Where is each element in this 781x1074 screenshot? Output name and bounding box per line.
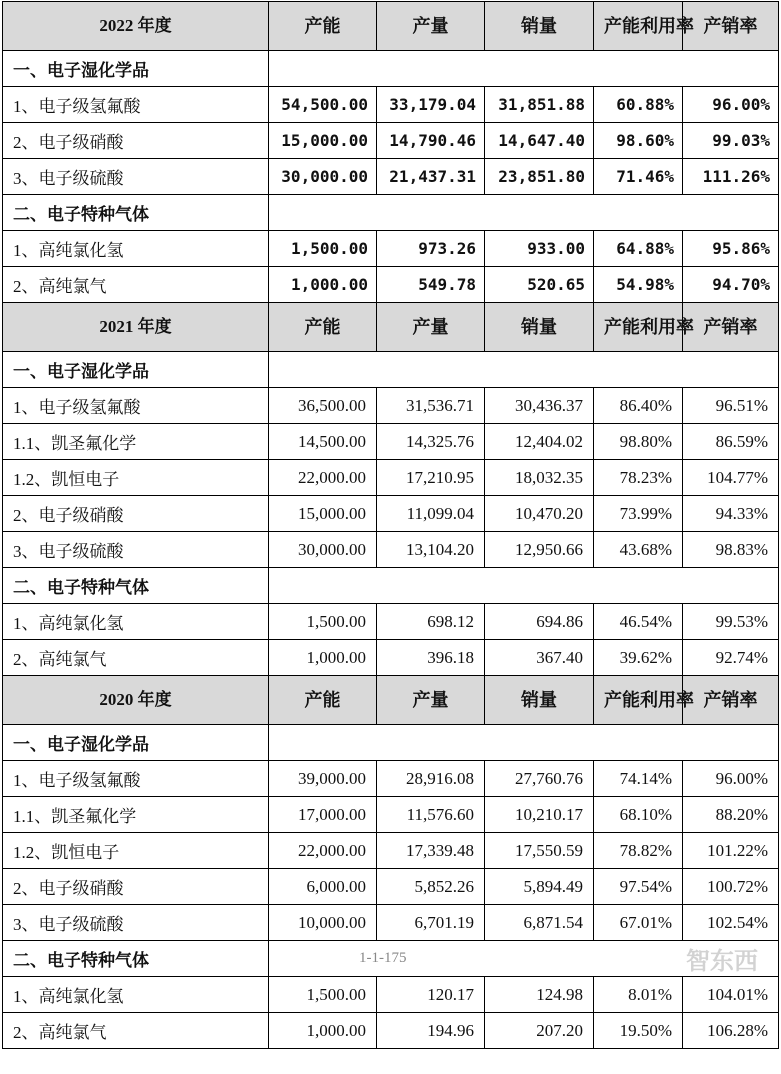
page-footer-marks — [279, 941, 768, 976]
column-header: 产能利用率 — [594, 2, 683, 51]
table-row — [3, 424, 779, 460]
value-cell: 64.88% — [594, 231, 683, 267]
value-cell: 54.98% — [594, 267, 683, 303]
value-cell: 95.86% — [683, 231, 779, 267]
table-row — [3, 460, 779, 496]
value-cell: 27,760.76 — [485, 761, 594, 797]
value-cell: 100.72% — [683, 869, 779, 905]
value-cell: 17,550.59 — [485, 833, 594, 869]
section-label: 一、电子湿化学品 — [3, 352, 269, 388]
value-cell: 10,000.00 — [269, 905, 377, 941]
table-row — [3, 833, 779, 869]
product-label: 2、电子级硝酸 — [3, 869, 269, 905]
value-cell: 1,500.00 — [269, 231, 377, 267]
product-label: 1、高纯氯化氢 — [3, 604, 269, 640]
value-cell: 46.54% — [594, 604, 683, 640]
year-header-row — [3, 676, 779, 725]
year-label: 2022 年度 — [3, 2, 269, 51]
column-header: 产量 — [377, 676, 485, 725]
value-cell: 43.68% — [594, 532, 683, 568]
value-cell: 6,701.19 — [377, 905, 485, 941]
table-row — [3, 267, 779, 303]
value-cell: 15,000.00 — [269, 123, 377, 159]
value-cell: 18,032.35 — [485, 460, 594, 496]
product-label: 2、电子级硝酸 — [3, 496, 269, 532]
value-cell: 98.80% — [594, 424, 683, 460]
value-cell: 11,576.60 — [377, 797, 485, 833]
table-row — [3, 761, 779, 797]
value-cell: 33,179.04 — [377, 87, 485, 123]
table-row — [3, 905, 779, 941]
value-cell: 367.40 — [485, 640, 594, 676]
section-label: 二、电子特种气体 — [3, 941, 269, 977]
table-row — [3, 604, 779, 640]
watermark-logo: 智东西 — [686, 947, 758, 975]
value-cell: 13,104.20 — [377, 532, 485, 568]
empty-cell — [269, 568, 779, 604]
value-cell: 194.96 — [377, 1013, 485, 1049]
column-header: 产销率 — [683, 303, 779, 352]
value-cell: 1,000.00 — [269, 267, 377, 303]
value-cell: 6,000.00 — [269, 869, 377, 905]
value-cell: 1,000.00 — [269, 1013, 377, 1049]
product-label: 1、高纯氯化氢 — [3, 231, 269, 267]
value-cell: 102.54% — [683, 905, 779, 941]
product-label: 2、高纯氯气 — [3, 267, 269, 303]
value-cell: 12,950.66 — [485, 532, 594, 568]
product-label: 1.2、凯恒电子 — [3, 833, 269, 869]
value-cell: 19.50% — [594, 1013, 683, 1049]
section-row — [3, 941, 779, 977]
value-cell: 14,325.76 — [377, 424, 485, 460]
value-cell: 22,000.00 — [269, 833, 377, 869]
section-label: 一、电子湿化学品 — [3, 51, 269, 87]
value-cell: 973.26 — [377, 231, 485, 267]
value-cell: 1,000.00 — [269, 640, 377, 676]
value-cell: 94.33% — [683, 496, 779, 532]
section-row — [3, 51, 779, 87]
column-header: 产能 — [269, 303, 377, 352]
product-label: 1、高纯氯化氢 — [3, 977, 269, 1013]
value-cell: 5,852.26 — [377, 869, 485, 905]
table-row — [3, 977, 779, 1013]
value-cell: 86.59% — [683, 424, 779, 460]
table-row — [3, 797, 779, 833]
value-cell: 78.23% — [594, 460, 683, 496]
value-cell: 10,470.20 — [485, 496, 594, 532]
value-cell: 10,210.17 — [485, 797, 594, 833]
product-label: 1、电子级氢氟酸 — [3, 388, 269, 424]
section-label: 一、电子湿化学品 — [3, 725, 269, 761]
value-cell: 12,404.02 — [485, 424, 594, 460]
value-cell: 106.28% — [683, 1013, 779, 1049]
column-header: 产能 — [269, 676, 377, 725]
year-header-row — [3, 303, 779, 352]
value-cell: 96.00% — [683, 761, 779, 797]
value-cell: 111.26% — [683, 159, 779, 195]
value-cell: 94.70% — [683, 267, 779, 303]
value-cell: 698.12 — [377, 604, 485, 640]
value-cell: 98.83% — [683, 532, 779, 568]
value-cell: 104.77% — [683, 460, 779, 496]
section-label: 二、电子特种气体 — [3, 568, 269, 604]
section-row — [3, 195, 779, 231]
column-header: 销量 — [485, 2, 594, 51]
table-row — [3, 496, 779, 532]
value-cell: 120.17 — [377, 977, 485, 1013]
product-label: 3、电子级硫酸 — [3, 159, 269, 195]
value-cell: 30,000.00 — [269, 159, 377, 195]
value-cell: 520.65 — [485, 267, 594, 303]
year-header-row — [3, 2, 779, 51]
value-cell: 28,916.08 — [377, 761, 485, 797]
value-cell: 36,500.00 — [269, 388, 377, 424]
value-cell: 8.01% — [594, 977, 683, 1013]
value-cell: 71.46% — [594, 159, 683, 195]
empty-cell — [269, 51, 779, 87]
column-header: 产量 — [377, 2, 485, 51]
value-cell: 31,536.71 — [377, 388, 485, 424]
value-cell: 101.22% — [683, 833, 779, 869]
value-cell: 60.88% — [594, 87, 683, 123]
product-label: 2、高纯氯气 — [3, 640, 269, 676]
column-header: 销量 — [485, 303, 594, 352]
value-cell: 396.18 — [377, 640, 485, 676]
value-cell: 98.60% — [594, 123, 683, 159]
value-cell: 88.20% — [683, 797, 779, 833]
column-header: 产能 — [269, 2, 377, 51]
value-cell: 73.99% — [594, 496, 683, 532]
value-cell: 31,851.88 — [485, 87, 594, 123]
value-cell: 104.01% — [683, 977, 779, 1013]
value-cell: 30,436.37 — [485, 388, 594, 424]
value-cell: 5,894.49 — [485, 869, 594, 905]
section-row — [3, 352, 779, 388]
value-cell: 86.40% — [594, 388, 683, 424]
value-cell: 67.01% — [594, 905, 683, 941]
empty-cell — [269, 941, 779, 977]
column-header: 产能利用率 — [594, 303, 683, 352]
table-row — [3, 231, 779, 267]
table-row — [3, 388, 779, 424]
product-label: 2、高纯氯气 — [3, 1013, 269, 1049]
value-cell: 99.53% — [683, 604, 779, 640]
table-row — [3, 123, 779, 159]
section-row — [3, 568, 779, 604]
table-row — [3, 869, 779, 905]
value-cell: 99.03% — [683, 123, 779, 159]
value-cell: 549.78 — [377, 267, 485, 303]
value-cell: 39,000.00 — [269, 761, 377, 797]
table-row — [3, 87, 779, 123]
value-cell: 17,339.48 — [377, 833, 485, 869]
value-cell: 17,210.95 — [377, 460, 485, 496]
value-cell: 22,000.00 — [269, 460, 377, 496]
value-cell: 1,500.00 — [269, 604, 377, 640]
value-cell: 78.82% — [594, 833, 683, 869]
product-label: 1.2、凯恒电子 — [3, 460, 269, 496]
product-label: 1、电子级氢氟酸 — [3, 761, 269, 797]
empty-cell — [269, 195, 779, 231]
year-label: 2020 年度 — [3, 676, 269, 725]
value-cell: 11,099.04 — [377, 496, 485, 532]
value-cell: 15,000.00 — [269, 496, 377, 532]
product-label: 1.1、凯圣氟化学 — [3, 424, 269, 460]
value-cell: 74.14% — [594, 761, 683, 797]
capacity-production-sales-table — [2, 1, 779, 1049]
value-cell: 14,647.40 — [485, 123, 594, 159]
table-row — [3, 1013, 779, 1049]
product-label: 3、电子级硫酸 — [3, 532, 269, 568]
page-number: 1-1-175 — [359, 950, 407, 966]
value-cell: 14,500.00 — [269, 424, 377, 460]
column-header: 产销率 — [683, 2, 779, 51]
value-cell: 39.62% — [594, 640, 683, 676]
column-header: 产能利用率 — [594, 676, 683, 725]
value-cell: 54,500.00 — [269, 87, 377, 123]
product-label: 1.1、凯圣氟化学 — [3, 797, 269, 833]
value-cell: 23,851.80 — [485, 159, 594, 195]
value-cell: 68.10% — [594, 797, 683, 833]
product-label: 1、电子级氢氟酸 — [3, 87, 269, 123]
table-row — [3, 532, 779, 568]
product-label: 3、电子级硫酸 — [3, 905, 269, 941]
value-cell: 933.00 — [485, 231, 594, 267]
column-header: 产销率 — [683, 676, 779, 725]
value-cell: 6,871.54 — [485, 905, 594, 941]
value-cell: 97.54% — [594, 869, 683, 905]
value-cell: 207.20 — [485, 1013, 594, 1049]
empty-cell — [269, 352, 779, 388]
product-label: 2、电子级硝酸 — [3, 123, 269, 159]
column-header: 产量 — [377, 303, 485, 352]
section-label: 二、电子特种气体 — [3, 195, 269, 231]
table-row — [3, 640, 779, 676]
section-row — [3, 725, 779, 761]
table-row — [3, 159, 779, 195]
value-cell: 124.98 — [485, 977, 594, 1013]
column-header: 销量 — [485, 676, 594, 725]
capacity-table-wrapper — [2, 1, 778, 1049]
value-cell: 694.86 — [485, 604, 594, 640]
value-cell: 96.00% — [683, 87, 779, 123]
value-cell: 1,500.00 — [269, 977, 377, 1013]
value-cell: 14,790.46 — [377, 123, 485, 159]
value-cell: 21,437.31 — [377, 159, 485, 195]
value-cell: 96.51% — [683, 388, 779, 424]
year-label: 2021 年度 — [3, 303, 269, 352]
value-cell: 17,000.00 — [269, 797, 377, 833]
empty-cell — [269, 725, 779, 761]
value-cell: 30,000.00 — [269, 532, 377, 568]
value-cell: 92.74% — [683, 640, 779, 676]
